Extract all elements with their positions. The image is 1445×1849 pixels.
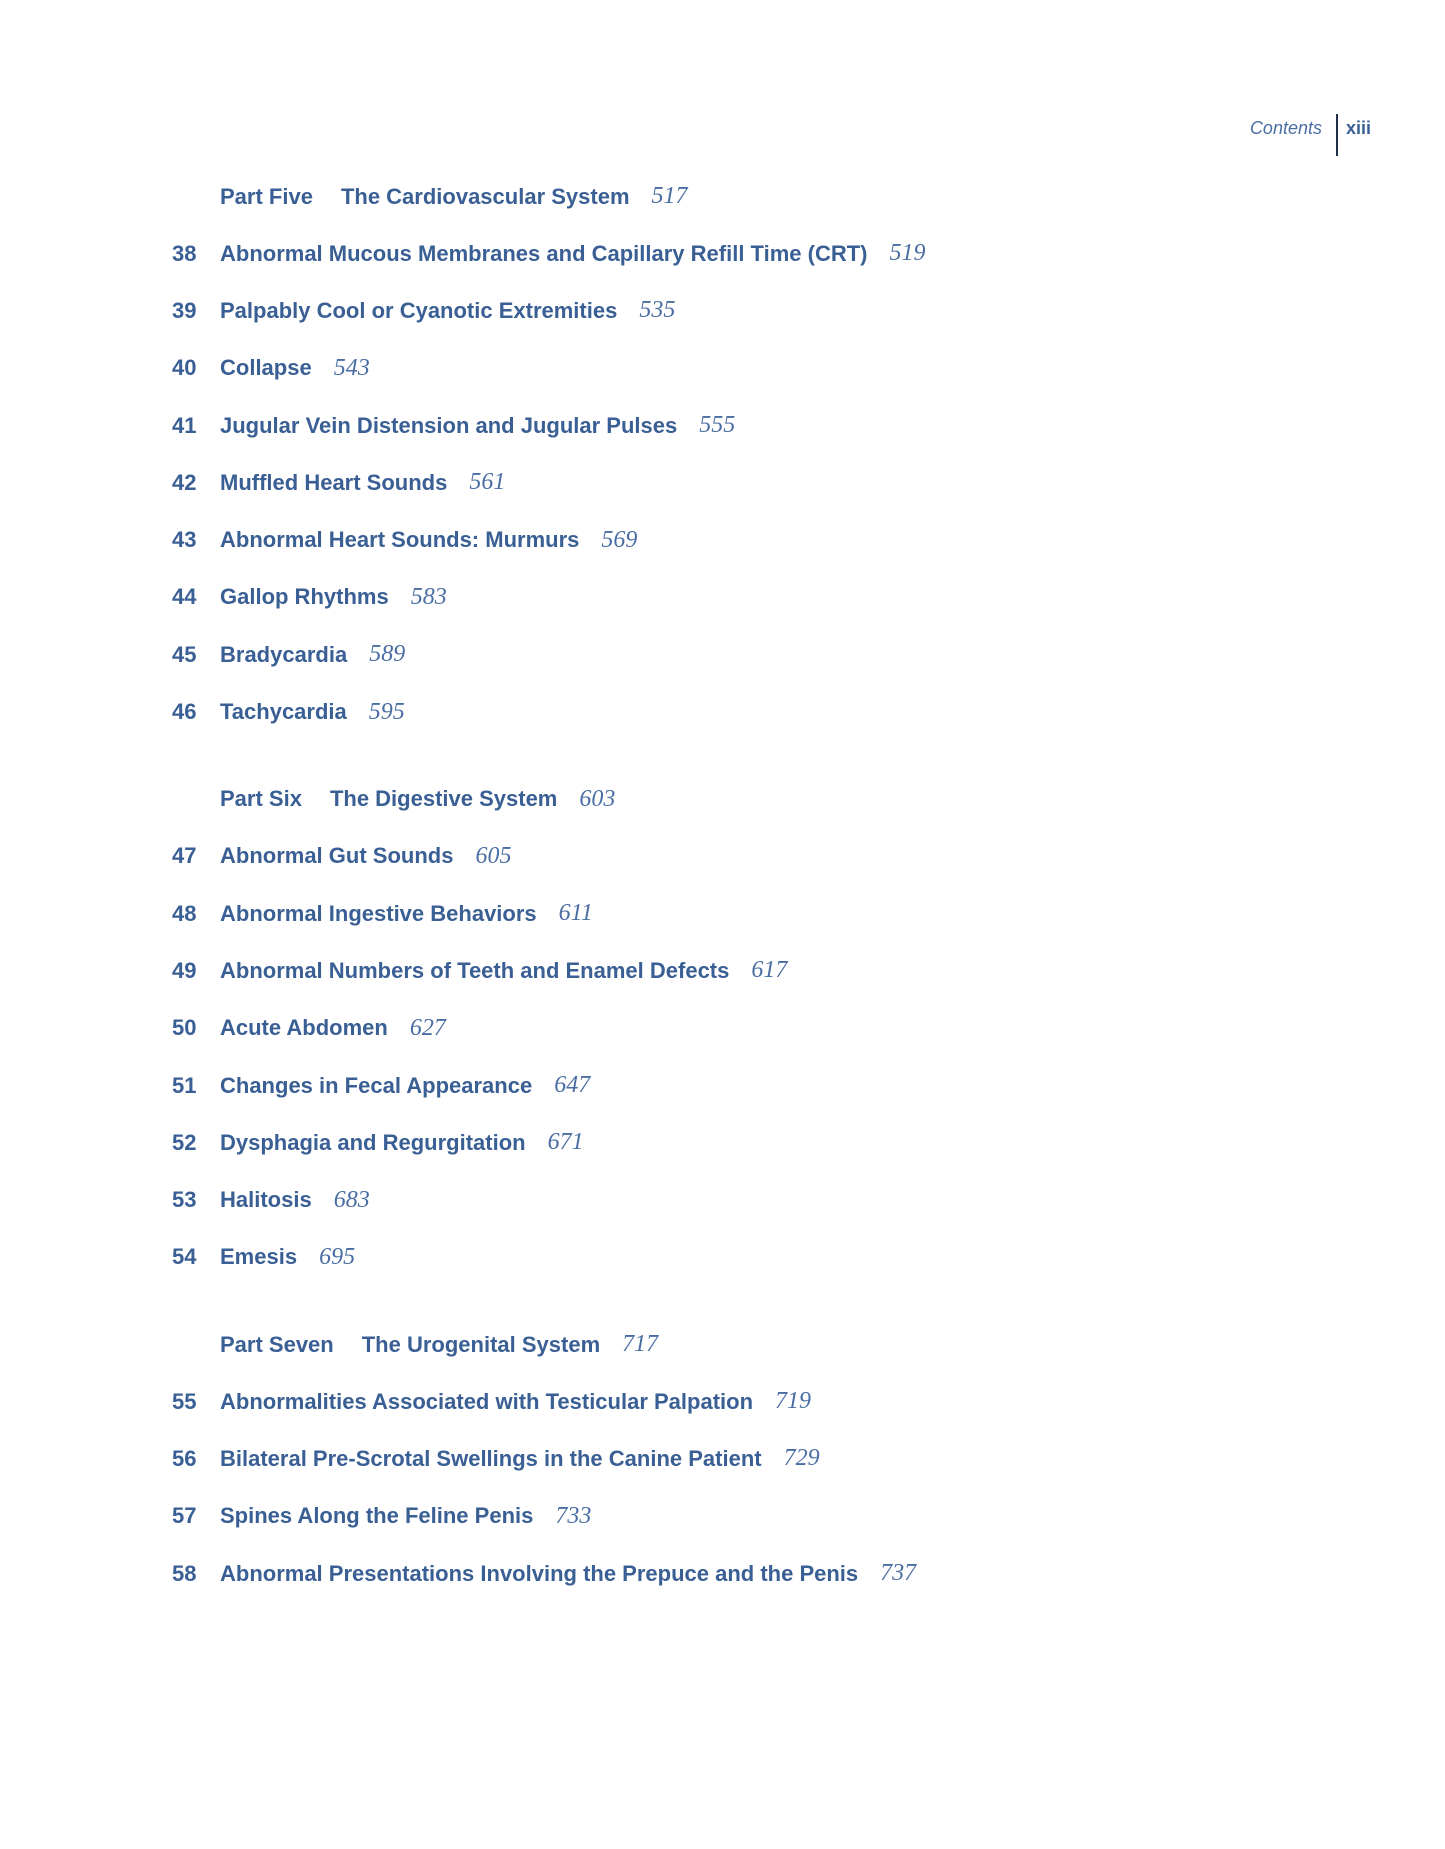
chapter-number: 47 <box>172 843 197 869</box>
chapter-title: Palpably Cool or Cyanotic Extremities <box>220 297 618 323</box>
running-header <box>1250 114 1371 156</box>
chapter-page-number: 733 <box>555 1502 592 1529</box>
chapter-page-number: 519 <box>889 240 926 267</box>
chapter-page-number: 611 <box>558 900 593 927</box>
chapter-entry[interactable] <box>0 1057 1445 1114</box>
chapter-title: Dysphagia and Regurgitation <box>220 1129 526 1155</box>
chapter-title: Abnormal Gut Sounds <box>220 843 454 869</box>
chapter-title: Bilateral Pre-Scrotal Swellings in the Canine Patient <box>220 1445 762 1471</box>
chapter-title: Abnormal Presentations Involving the Prepuce and the Penis <box>220 1560 859 1586</box>
chapter-title: Jugular Vein Distension and Jugular Pulses <box>220 412 678 438</box>
chapter-entry[interactable] <box>0 397 1445 454</box>
chapter-entry[interactable] <box>0 1545 1445 1602</box>
part-label: Part Seven <box>220 1331 334 1357</box>
chapter-number: 46 <box>172 699 197 725</box>
chapter-title: Spines Along the Feline Penis <box>220 1503 534 1529</box>
chapter-page-number: 561 <box>469 469 506 496</box>
part-page-number: 717 <box>622 1331 659 1358</box>
chapter-entry[interactable] <box>0 569 1445 626</box>
chapter-title: Abnormalities Associated with Testicular Palpation <box>220 1388 754 1414</box>
chapter-page-number: 719 <box>775 1388 812 1415</box>
chapter-page-number: 695 <box>319 1243 356 1270</box>
chapter-number: 45 <box>172 641 197 667</box>
chapter-number: 48 <box>172 900 197 926</box>
chapter-number: 50 <box>172 1015 197 1041</box>
chapter-entry[interactable] <box>0 511 1445 568</box>
section-spacer <box>0 1286 1445 1316</box>
chapter-page-number: 605 <box>475 842 512 869</box>
chapter-entry[interactable] <box>0 454 1445 511</box>
chapter-entry[interactable] <box>0 282 1445 339</box>
part-title: The Cardiovascular System <box>340 183 630 209</box>
chapter-entry[interactable] <box>0 1430 1445 1487</box>
chapter-page-number: 583 <box>410 583 447 610</box>
table-of-contents <box>0 168 1445 1602</box>
part-heading[interactable] <box>220 1316 1445 1373</box>
chapter-page-number: 729 <box>783 1445 820 1472</box>
chapter-entry[interactable] <box>0 1000 1445 1057</box>
part-title: The Digestive System <box>329 786 558 812</box>
chapter-entry[interactable] <box>0 885 1445 942</box>
chapter-page-number: 671 <box>547 1129 584 1156</box>
running-header-section: Contents <box>1249 118 1322 138</box>
chapter-number: 56 <box>172 1445 197 1471</box>
chapter-number: 55 <box>172 1388 197 1414</box>
chapter-page-number: 589 <box>369 641 406 668</box>
chapter-number: 41 <box>172 412 197 438</box>
chapter-entry[interactable] <box>0 225 1445 282</box>
chapter-page-number: 555 <box>699 412 736 439</box>
chapter-title: Bradycardia <box>220 641 348 667</box>
section-spacer <box>0 741 1445 771</box>
chapter-entry[interactable] <box>0 1171 1445 1228</box>
part-page-number: 517 <box>651 183 688 209</box>
chapter-title: Emesis <box>220 1244 298 1270</box>
chapter-entry[interactable] <box>0 1114 1445 1171</box>
chapter-page-number: 569 <box>601 526 638 553</box>
chapter-page-number: 627 <box>409 1014 446 1041</box>
chapter-title: Acute Abdomen <box>220 1015 388 1041</box>
part-heading[interactable] <box>220 771 1445 828</box>
chapter-entry[interactable] <box>0 626 1445 683</box>
chapter-title: Gallop Rhythms <box>220 584 389 610</box>
part-label: Part Six <box>220 786 302 812</box>
chapter-title: Halitosis <box>220 1187 312 1213</box>
chapter-number: 58 <box>172 1560 197 1586</box>
chapter-page-number: 647 <box>554 1072 591 1098</box>
chapter-page-number: 535 <box>639 297 676 324</box>
chapter-number: 57 <box>172 1503 197 1529</box>
chapter-entry[interactable] <box>0 1488 1445 1545</box>
page-number: xiii <box>1345 118 1371 138</box>
chapter-title: Tachycardia <box>220 699 347 725</box>
chapter-number: 39 <box>172 297 197 323</box>
part-title: The Urogenital System <box>361 1331 601 1357</box>
chapter-number: 51 <box>172 1072 197 1098</box>
chapter-title: Collapse <box>220 355 312 381</box>
chapter-title: Abnormal Ingestive Behaviors <box>220 900 537 926</box>
part-page-number: 603 <box>579 785 616 812</box>
chapter-page-number: 683 <box>333 1186 370 1213</box>
chapter-entry[interactable] <box>0 1229 1445 1286</box>
chapter-title: Muffled Heart Sounds <box>220 469 448 495</box>
chapter-page-number: 595 <box>368 698 405 725</box>
chapter-number: 40 <box>172 355 197 381</box>
chapter-title: Abnormal Numbers of Teeth and Enamel Defects <box>220 957 730 983</box>
chapter-entry[interactable] <box>0 828 1445 885</box>
chapter-number: 44 <box>172 584 197 610</box>
chapter-page-number: 543 <box>333 354 370 381</box>
chapter-page-number: 737 <box>880 1560 917 1587</box>
chapter-page-number: 617 <box>751 957 788 984</box>
chapter-number: 54 <box>172 1244 197 1270</box>
chapter-number: 42 <box>172 469 197 495</box>
chapter-entry[interactable] <box>0 683 1445 740</box>
chapter-number: 53 <box>172 1187 197 1213</box>
chapter-number: 38 <box>172 240 197 266</box>
chapter-number: 52 <box>172 1129 197 1155</box>
chapter-entry[interactable] <box>0 340 1445 397</box>
chapter-title: Abnormal Mucous Membranes and Capillary Refill Time (CRT) <box>220 240 868 266</box>
chapter-entry[interactable] <box>0 942 1445 999</box>
chapter-title: Abnormal Heart Sounds: Murmurs <box>220 527 580 553</box>
chapter-entry[interactable] <box>0 1373 1445 1430</box>
chapter-number: 43 <box>172 527 197 553</box>
part-heading[interactable] <box>220 168 1445 225</box>
chapter-number: 49 <box>172 957 197 983</box>
chapter-title: Changes in Fecal Appearance <box>220 1072 533 1098</box>
part-label: Part Five <box>220 183 313 209</box>
